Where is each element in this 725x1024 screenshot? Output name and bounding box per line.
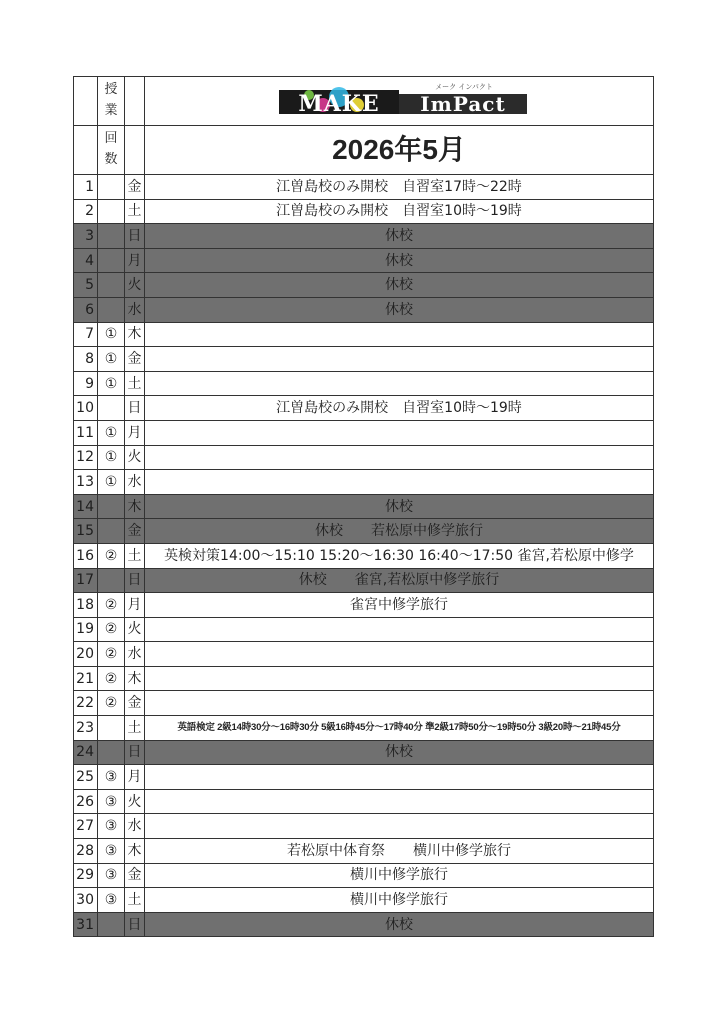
- event-cell: [145, 642, 654, 667]
- day-cell: 27: [74, 814, 98, 839]
- table-row: [74, 888, 654, 913]
- event-cell: [145, 445, 654, 470]
- logo-cell: [145, 77, 654, 126]
- label-char: 授: [104, 82, 118, 98]
- weekday-cell: 木: [125, 666, 145, 691]
- day-cell: 1: [74, 175, 98, 200]
- session-cell: ③: [98, 814, 125, 839]
- table-row: [74, 863, 654, 888]
- day-cell: 26: [74, 789, 98, 814]
- day-cell: 19: [74, 617, 98, 642]
- weekday-cell: 土: [125, 543, 145, 568]
- event-cell: [145, 765, 654, 790]
- weekday-cell: 土: [125, 716, 145, 741]
- event-cell: 江曽島校のみ開校 自習室10時〜19時: [145, 199, 654, 224]
- session-cell: ②: [98, 617, 125, 642]
- weekday-cell: 水: [125, 297, 145, 322]
- event-cell: 休校: [145, 273, 654, 298]
- day-cell: 21: [74, 666, 98, 691]
- weekday-cell: 水: [125, 642, 145, 667]
- session-cell: [98, 224, 125, 249]
- day-cell: 23: [74, 716, 98, 741]
- session-cell: [98, 396, 125, 421]
- event-cell: 若松原中体育祭 横川中修学旅行: [145, 839, 654, 864]
- event-cell: 休校: [145, 494, 654, 519]
- table-row: [74, 839, 654, 864]
- event-cell: 休校 若松原中修学旅行: [145, 519, 654, 544]
- page-title: 2026年5月: [145, 126, 654, 175]
- table-row: [74, 543, 654, 568]
- header-blank-cell: [74, 77, 98, 126]
- weekday-cell: 土: [125, 371, 145, 396]
- weekday-cell: 日: [125, 568, 145, 593]
- header-row-logo: [74, 77, 654, 126]
- table-row: [74, 347, 654, 372]
- header-blank-cell: [125, 77, 145, 126]
- table-row: [74, 666, 654, 691]
- day-cell: 18: [74, 593, 98, 618]
- day-cell: 22: [74, 691, 98, 716]
- table-row: [74, 224, 654, 249]
- weekday-cell: 木: [125, 322, 145, 347]
- event-cell: [145, 789, 654, 814]
- weekday-cell: 金: [125, 691, 145, 716]
- table-row: [74, 740, 654, 765]
- day-cell: 20: [74, 642, 98, 667]
- session-cell: ③: [98, 863, 125, 888]
- event-cell: 休校: [145, 912, 654, 937]
- weekday-cell: 金: [125, 863, 145, 888]
- weekday-cell: 月: [125, 593, 145, 618]
- weekday-cell: 水: [125, 814, 145, 839]
- day-cell: 17: [74, 568, 98, 593]
- table-row: [74, 494, 654, 519]
- table-row: [74, 371, 654, 396]
- session-cell: [98, 248, 125, 273]
- session-cell: ①: [98, 322, 125, 347]
- day-cell: 2: [74, 199, 98, 224]
- svg-text:ImPact: ImPact: [420, 92, 506, 116]
- day-cell: 10: [74, 396, 98, 421]
- table-row: [74, 248, 654, 273]
- event-cell: 休校: [145, 740, 654, 765]
- weekday-cell: 日: [125, 912, 145, 937]
- event-cell: 休校 雀宮,若松原中修学旅行: [145, 568, 654, 593]
- day-cell: 12: [74, 445, 98, 470]
- day-cell: 29: [74, 863, 98, 888]
- session-cell: [98, 912, 125, 937]
- weekday-cell: 火: [125, 789, 145, 814]
- event-cell: [145, 666, 654, 691]
- event-cell: 横川中修学旅行: [145, 863, 654, 888]
- weekday-cell: 日: [125, 396, 145, 421]
- session-cell: ②: [98, 642, 125, 667]
- event-cell: [145, 322, 654, 347]
- svg-text:MAKE: MAKE: [298, 91, 380, 117]
- table-row: [74, 420, 654, 445]
- session-cell: ①: [98, 470, 125, 495]
- day-cell: 16: [74, 543, 98, 568]
- header-blank-cell: [74, 126, 98, 175]
- event-cell: 横川中修学旅行: [145, 888, 654, 913]
- event-cell: 江曽島校のみ開校 自習室10時〜19時: [145, 396, 654, 421]
- event-cell: 雀宮中修学旅行: [145, 593, 654, 618]
- weekday-cell: 火: [125, 273, 145, 298]
- event-cell: [145, 420, 654, 445]
- table-row: [74, 396, 654, 421]
- session-cell: ①: [98, 371, 125, 396]
- header-blank-cell: [125, 126, 145, 175]
- session-cell: ②: [98, 666, 125, 691]
- weekday-cell: 金: [125, 175, 145, 200]
- session-cell: [98, 519, 125, 544]
- table-row: [74, 691, 654, 716]
- day-cell: 15: [74, 519, 98, 544]
- day-cell: 11: [74, 420, 98, 445]
- day-cell: 8: [74, 347, 98, 372]
- session-cell: [98, 297, 125, 322]
- session-cell: [98, 273, 125, 298]
- day-cell: 24: [74, 740, 98, 765]
- day-cell: 13: [74, 470, 98, 495]
- session-cell: ①: [98, 347, 125, 372]
- session-cell: ②: [98, 593, 125, 618]
- table-row: [74, 568, 654, 593]
- weekday-cell: 金: [125, 519, 145, 544]
- weekday-cell: 月: [125, 420, 145, 445]
- table-row: [74, 175, 654, 200]
- weekday-cell: 水: [125, 470, 145, 495]
- day-cell: 31: [74, 912, 98, 937]
- session-cell: ②: [98, 543, 125, 568]
- weekday-cell: 火: [125, 617, 145, 642]
- day-cell: 14: [74, 494, 98, 519]
- session-cell: [98, 175, 125, 200]
- table-row: [74, 273, 654, 298]
- table-row: [74, 642, 654, 667]
- weekday-cell: 月: [125, 765, 145, 790]
- session-cell: ③: [98, 765, 125, 790]
- table-row: [74, 322, 654, 347]
- session-cell: [98, 199, 125, 224]
- weekday-cell: 土: [125, 888, 145, 913]
- event-cell: [145, 470, 654, 495]
- session-cell: [98, 716, 125, 741]
- day-cell: 7: [74, 322, 98, 347]
- weekday-cell: 土: [125, 199, 145, 224]
- event-cell: [145, 691, 654, 716]
- event-cell: 休校: [145, 297, 654, 322]
- table-row: [74, 814, 654, 839]
- weekday-cell: 月: [125, 248, 145, 273]
- session-cell: ③: [98, 888, 125, 913]
- event-cell: 英語検定 2級14時30分〜16時30分 5級16時45分〜17時40分 準2級17時50分〜19時50分 3級20時〜21時45分: [145, 716, 654, 741]
- header-row-title: [74, 126, 654, 175]
- session-cell: ②: [98, 691, 125, 716]
- day-cell: 25: [74, 765, 98, 790]
- table-row: [74, 789, 654, 814]
- table-row: [74, 199, 654, 224]
- day-cell: 5: [74, 273, 98, 298]
- event-cell: 休校: [145, 248, 654, 273]
- make-impact-logo: [249, 81, 549, 121]
- table-row: [74, 716, 654, 741]
- event-cell: 英検対策14:00〜15:10 15:20〜16:30 16:40〜17:50 雀宮,若松原中修学: [145, 543, 654, 568]
- day-cell: 3: [74, 224, 98, 249]
- weekday-cell: 火: [125, 445, 145, 470]
- event-cell: 休校: [145, 224, 654, 249]
- event-cell: [145, 814, 654, 839]
- session-cell: ③: [98, 839, 125, 864]
- weekday-cell: 木: [125, 839, 145, 864]
- label-char: 回: [104, 131, 118, 147]
- header-label-jugyo: [98, 77, 125, 126]
- event-cell: [145, 371, 654, 396]
- header-label-kaisu: [98, 126, 125, 175]
- table-row: [74, 617, 654, 642]
- event-cell: [145, 617, 654, 642]
- day-cell: 9: [74, 371, 98, 396]
- weekday-cell: 日: [125, 740, 145, 765]
- event-cell: 江曽島校のみ開校 自習室17時〜22時: [145, 175, 654, 200]
- table-row: [74, 765, 654, 790]
- weekday-cell: 金: [125, 347, 145, 372]
- table-row: [74, 470, 654, 495]
- table-row: [74, 912, 654, 937]
- svg-text:メーク インパクト: メーク インパクト: [435, 83, 493, 91]
- day-cell: 30: [74, 888, 98, 913]
- event-cell: [145, 347, 654, 372]
- day-cell: 28: [74, 839, 98, 864]
- session-cell: ①: [98, 420, 125, 445]
- day-cell: 4: [74, 248, 98, 273]
- label-char: 数: [104, 152, 118, 167]
- session-cell: ①: [98, 445, 125, 470]
- weekday-cell: 日: [125, 224, 145, 249]
- session-cell: [98, 740, 125, 765]
- table-row: [74, 593, 654, 618]
- schedule-table: [73, 76, 654, 937]
- table-row: [74, 297, 654, 322]
- day-cell: 6: [74, 297, 98, 322]
- table-row: [74, 445, 654, 470]
- table-row: [74, 519, 654, 544]
- session-cell: ③: [98, 789, 125, 814]
- label-char: 業: [104, 103, 118, 118]
- weekday-cell: 木: [125, 494, 145, 519]
- session-cell: [98, 568, 125, 593]
- session-cell: [98, 494, 125, 519]
